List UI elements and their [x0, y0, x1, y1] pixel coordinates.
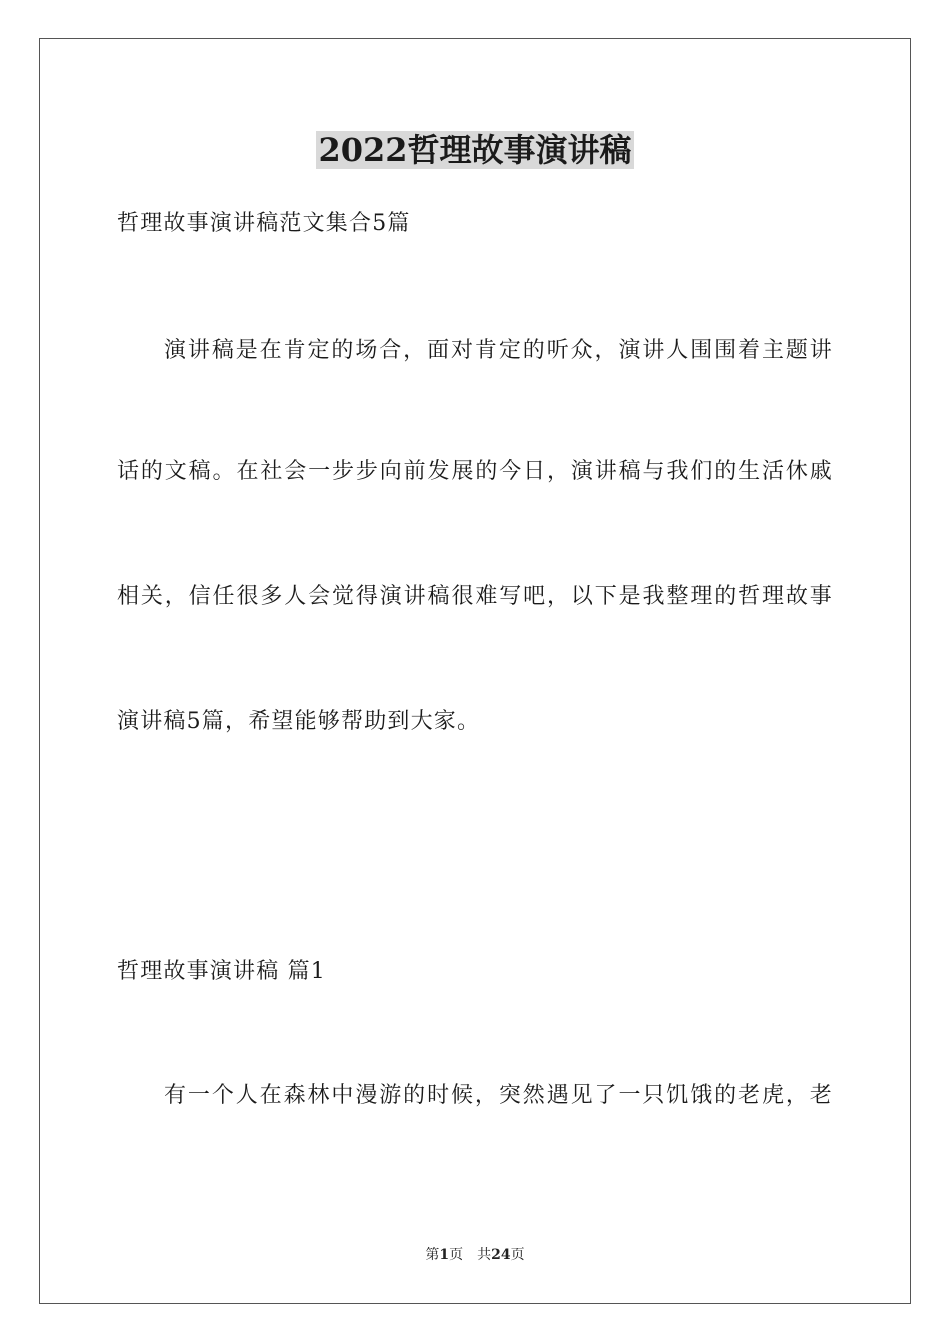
footer-total-prefix: 共	[477, 1247, 492, 1263]
intro-line-4: 演讲稿5篇，希望能够帮助到大家。	[117, 709, 481, 734]
footer-page-number: 1	[439, 1247, 450, 1263]
footer-page-suffix: 页	[449, 1247, 464, 1263]
section-first-line: 有一个人在森林中漫游的时候，突然遇见了一只饥饿的老虎，老	[164, 1083, 833, 1108]
footer-page-prefix: 第	[425, 1247, 440, 1263]
page-footer	[0, 1245, 950, 1265]
intro-line-2: 话的文稿。在社会一步步向前发展的今日，演讲稿与我们的生活休戚	[117, 459, 833, 484]
footer-total-pages: 24	[491, 1247, 511, 1263]
document-subtitle: 哲理故事演讲稿范文集合5篇	[117, 211, 411, 236]
footer-total-suffix: 页	[510, 1247, 525, 1263]
section-heading: 哲理故事演讲稿 篇1	[117, 959, 326, 984]
intro-line-1: 演讲稿是在肯定的场合，面对肯定的听众，演讲人围围着主题讲	[164, 338, 833, 363]
document-title-text: 2022哲理故事演讲稿	[318, 131, 632, 169]
document-title	[0, 128, 950, 172]
intro-line-3: 相关，信任很多人会觉得演讲稿很难写吧，以下是我整理的哲理故事	[117, 584, 833, 609]
